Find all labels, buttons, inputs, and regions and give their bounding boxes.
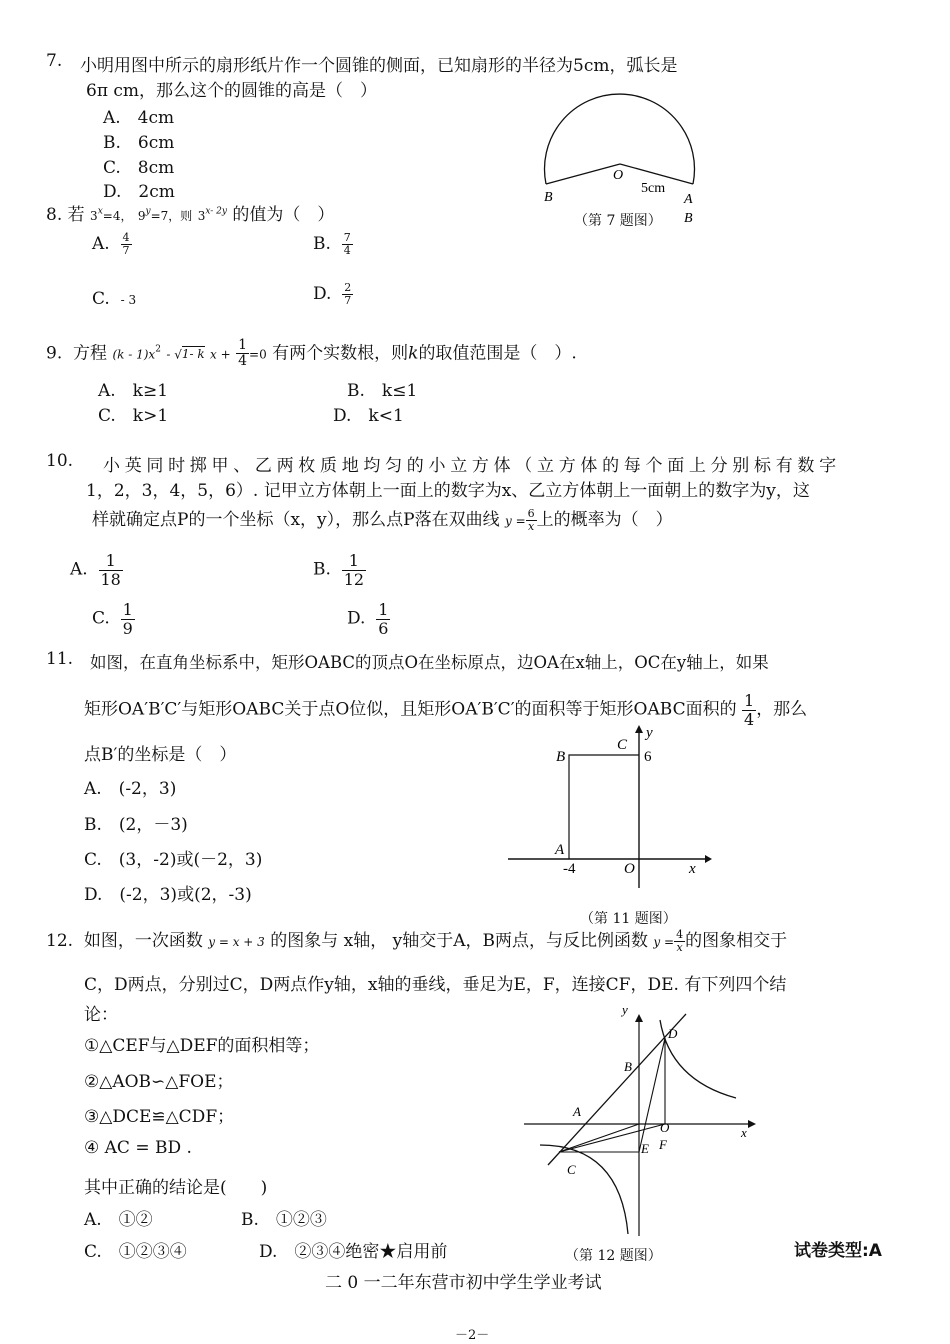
q11-number: 11.	[46, 649, 74, 669]
q12-label-f: F	[659, 1137, 667, 1152]
q9-eq-c: x +	[210, 347, 231, 362]
q12-label-a: A	[573, 1104, 581, 1119]
q9-option-b: B. k≤1	[347, 381, 418, 401]
q10-option-b-frac: $\frac{1}{12}$	[343, 551, 365, 589]
paper-type: 试卷类型:A	[794, 1241, 882, 1261]
q11-label-x: x	[689, 861, 696, 877]
q10-number: 10.	[46, 451, 74, 471]
q9-frac: $\frac{1}{4}$	[238, 337, 248, 370]
q11-label-a: A	[555, 842, 565, 858]
q12-line1-eq: y = x + 3	[208, 935, 265, 949]
q8-post: 的值为（ ）	[232, 205, 335, 225]
q12-option-a: A. ①②	[84, 1210, 153, 1230]
q12-number: 12.	[46, 931, 74, 951]
q12-line1-frac: $\frac{4}{x}$	[676, 927, 684, 954]
q12-label-d: D	[668, 1026, 678, 1041]
q12-function-figure	[510, 1000, 760, 1240]
q11-line2-frac: $\frac{1}{4}$	[744, 691, 755, 729]
q8-stem	[46, 200, 334, 225]
q12-line1b: 的图象与	[270, 931, 339, 951]
q8-option-a-frac: $\frac{4}{7}$	[122, 231, 130, 258]
q12-option-c: C. ①②③④	[84, 1242, 187, 1262]
q12-label-c: C	[567, 1162, 576, 1177]
q12-label-b: B	[624, 1059, 632, 1074]
q11-label-c: C	[617, 737, 628, 753]
q8-option-c-value: - 3	[120, 293, 137, 307]
q12-stem-line1	[46, 926, 787, 954]
q9-eq-a: (k - 1)x	[112, 347, 156, 362]
q8-number: 8.	[46, 205, 63, 225]
q12-conclusion-2: ②△AOB∽△FOE；	[84, 1072, 234, 1092]
q7-text-line1: 小明用图中所示的扇形纸片作一个圆锥的侧面，已知扇形的半径为5cm，弧长是	[80, 56, 678, 76]
q7-label-b2: B	[684, 211, 693, 226]
q9-option-d: D. k<1	[333, 406, 404, 426]
q9-pre: 方程	[73, 343, 108, 364]
q12-option-b: B. ①②③	[241, 1210, 327, 1230]
q7-option-a: A. 4cm	[103, 108, 175, 128]
q11-option-a: A. (-2，3)	[84, 779, 177, 799]
q12-line1-eq2: y =	[653, 935, 675, 949]
q11-option-d: D. (-2，3)或(2，-3)	[84, 885, 252, 905]
q8-option-c	[92, 289, 136, 309]
q11-label-y: y	[646, 725, 653, 741]
q9-option-c: C. k>1	[98, 406, 169, 426]
q8-option-b-frac: $\frac{7}{4}$	[343, 231, 351, 258]
q8-expr-exp: x- 2y	[205, 206, 227, 217]
q10-option-d	[347, 601, 390, 637]
q10-option-a-frac: $\frac{1}{18}$	[100, 551, 121, 589]
q11-label-b: B	[556, 749, 566, 765]
q8-option-d-frac: $\frac{2}{7}$	[344, 281, 352, 308]
q10-option-b-label: B.	[313, 559, 331, 580]
q9-stem: 9. 方程 $(k - 1)x^2 - √1-$ k x + $\frac{1}{4}$ =0 有两个实数根，则k的取值范围是（ ）.	[46, 337, 577, 370]
q9-sqrt-body: 1- k	[181, 347, 205, 362]
q10-option-c-label: C.	[92, 608, 110, 629]
q7-label-a: A	[684, 192, 693, 207]
q9-number: 9.	[46, 343, 63, 364]
q11-option-c: C. (3，-2)或(－2，3)	[84, 850, 263, 870]
q7-option-c: C. 8cm	[103, 158, 175, 178]
q12-line1c: x轴，	[343, 931, 388, 951]
q12-label-x: x	[741, 1125, 747, 1140]
q8-option-d	[313, 282, 353, 307]
q11-line2b: ，那么	[756, 699, 808, 720]
q12-caption: （第 12 题图）	[565, 1248, 662, 1264]
q11-label-six: 6	[644, 749, 652, 765]
q9-option-a: A. k≥1	[98, 381, 169, 401]
q12-text-line2: C，D两点，分别过C，D两点作y轴，x轴的垂线，垂足为E，F，连接CF，DE. 有下列四个结	[84, 975, 787, 995]
q9-eq-a-exp: 2	[155, 344, 161, 355]
q9-eq-d: =0	[249, 347, 267, 362]
page-number: －2－	[455, 1328, 490, 1343]
q12-option-d: D. ②③④绝密★启用前	[259, 1242, 448, 1262]
q7-label-o: O	[613, 168, 624, 183]
q8-cond1-val: =4，	[102, 209, 133, 223]
q9-k: k	[408, 343, 419, 364]
q8-option-d-label: D.	[313, 284, 332, 305]
q8-option-b-label: B.	[313, 234, 331, 255]
q8-option-b	[313, 232, 353, 257]
q12-label-o: O	[660, 1120, 670, 1135]
q8-option-a	[92, 232, 132, 257]
q8-expr-base: 3	[197, 209, 206, 223]
q11-text-line1: 如图，在直角坐标系中，矩形OABC的顶点O在坐标原点，边OA在x轴上，OC在y轴上，如果	[90, 653, 769, 672]
q9-post: 有两个实数根，则	[272, 343, 409, 364]
q12-line1a: 如图，一次函数	[83, 931, 203, 951]
q10-option-a-label: A.	[70, 559, 88, 580]
q12-conclusion-1: ①△CEF与△DEF的面积相等；	[84, 1036, 320, 1056]
q10-text-line1: 小英同时掷甲、乙两枚质地均匀的小立方体（立方体的每个面上分别标有数字	[103, 456, 841, 476]
q8-cond2-base: 9	[137, 209, 146, 223]
q7-text-line2: 6π cm，那么这个的圆锥的高是（ ）	[86, 81, 378, 101]
q9-eq-b: -	[166, 347, 175, 362]
q12-conclusion-4: ④ AC = BD .	[84, 1138, 192, 1158]
q9-post2: 的取值范围是（ ）.	[418, 343, 577, 364]
q7-option-b: B. 6cm	[103, 133, 175, 153]
q10-option-a	[70, 552, 123, 588]
q12-line1d: y轴交于A，B两点，与反比例函数	[392, 931, 649, 951]
q10-option-d-frac: $\frac{1}{6}$	[378, 600, 389, 638]
q12-text-line3: 论：	[84, 1005, 118, 1025]
q12-line1e: 的图象相交于	[685, 931, 788, 951]
q10-text-line3	[92, 505, 673, 533]
q10-line3-frac: $\frac{6}{x}$	[527, 506, 535, 533]
q7-option-d: D. 2cm	[103, 182, 175, 202]
q11-text-line3: 点B′的坐标是（ ）	[84, 745, 237, 765]
q10-line3b: 上的概率为（ ）	[536, 510, 673, 530]
q10-option-b	[313, 552, 366, 588]
q8-option-a-label: A.	[92, 234, 110, 255]
q11-label-neg4: -4	[563, 861, 576, 877]
q12-label-y: y	[622, 1002, 628, 1017]
q10-line3-eq: y =	[504, 514, 526, 528]
q7-label-b: B	[544, 190, 553, 205]
q8-option-c-label: C.	[92, 289, 110, 309]
q10-option-c	[92, 601, 135, 637]
exam-title: 二 0 一二年东营市初中学生学业考试	[325, 1273, 602, 1293]
q12-conclusion-3: ③△DCE≌△CDF；	[84, 1107, 235, 1127]
q10-option-c-frac: $\frac{1}{9}$	[122, 600, 133, 638]
q11-caption: （第 11 题图）	[580, 911, 677, 927]
q11-label-o: O	[624, 861, 635, 877]
q7-caption: （第 7 题图）	[574, 213, 662, 229]
q10-line3a: 样就确定点P的一个坐标（x，y），那么点P落在双曲线	[92, 510, 500, 530]
q12-label-e: E	[641, 1141, 649, 1156]
q7-number: 7.	[46, 51, 63, 71]
q12-ask: 其中正确的结论是( )	[84, 1178, 268, 1198]
q11-option-b: B. (2，－3)	[84, 815, 188, 835]
q8-cond1-base: 3	[90, 209, 98, 223]
q11-rectangle-figure	[500, 720, 720, 905]
q7-label-radius: 5cm	[641, 181, 666, 196]
q8-cond1-exp: x	[97, 206, 103, 217]
q10-text-line2: 1，2，3，4，5，6）. 记甲立方体朝上一面上的数字为x、乙立方体朝上一面朝上的数字为y，这	[86, 481, 810, 501]
q11-line2a: 矩形OA′B′C′与矩形OABC关于点O位似，且矩形OA′B′C′的面积等于矩形OABC面积的	[84, 699, 737, 720]
q8-cond2-val: =7，则	[150, 209, 193, 223]
q10-option-d-label: D.	[347, 608, 366, 629]
q8-cond2-exp: y	[145, 206, 151, 217]
q8-pre: 若	[67, 205, 85, 225]
